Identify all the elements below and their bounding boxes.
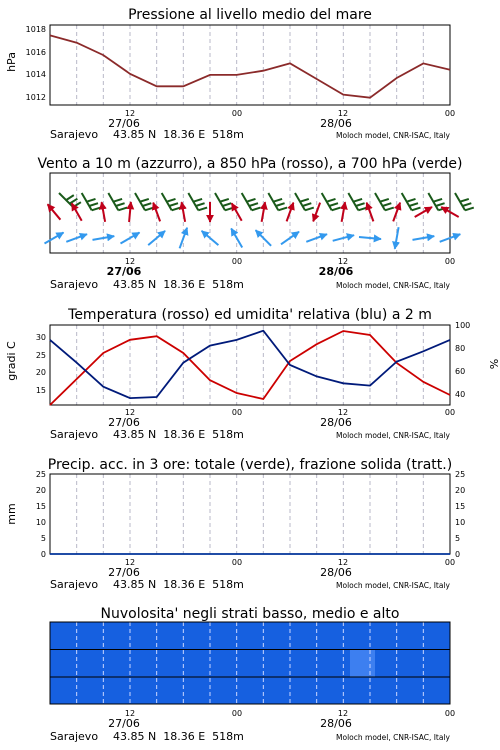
wind-arrow bbox=[121, 233, 140, 244]
station-name: Sarajevo bbox=[50, 578, 99, 591]
wind-arrow bbox=[281, 232, 299, 245]
y-tick-label: 30 bbox=[35, 333, 46, 342]
y-tick-label: 15 bbox=[35, 502, 46, 511]
wind-barb bbox=[242, 193, 261, 210]
y-ticks bbox=[36, 470, 46, 559]
wind-arrow bbox=[66, 234, 87, 242]
x-tick-label: 12 bbox=[337, 709, 349, 718]
x-tick-label: 00 bbox=[231, 408, 243, 417]
station-coords: 43.85 N 18.36 E 518m bbox=[113, 278, 244, 291]
cloud-cell bbox=[275, 677, 301, 705]
cloud-cell bbox=[350, 622, 376, 650]
x-tick-label: 12 bbox=[124, 109, 136, 118]
cloud-cell bbox=[200, 622, 226, 650]
x-ticks bbox=[125, 109, 455, 118]
cloud-cell bbox=[175, 649, 201, 677]
model-credit: Moloch model, CNR-ISAC, Italy bbox=[336, 281, 450, 290]
cloud-cell bbox=[300, 622, 326, 650]
y-tick-label-right: 60 bbox=[455, 367, 466, 376]
station-name: Sarajevo bbox=[50, 128, 99, 141]
y-tick-label-right: 100 bbox=[455, 321, 471, 330]
x-tick-label: 12 bbox=[124, 558, 136, 567]
y-tick-label-right: 20 bbox=[455, 486, 466, 495]
wind-barb bbox=[268, 193, 287, 210]
cloud-cell bbox=[75, 677, 101, 705]
model-credit: Moloch model, CNR-ISAC, Italy bbox=[336, 733, 450, 742]
wind-barb bbox=[375, 193, 394, 210]
x-tick-label: 00 bbox=[444, 558, 456, 567]
x-tick-label: 12 bbox=[124, 408, 136, 417]
model-credit: Moloch model, CNR-ISAC, Italy bbox=[336, 431, 450, 440]
y-ticks bbox=[26, 25, 46, 102]
wind-arrow bbox=[359, 237, 381, 239]
y-axis-label-right: % bbox=[487, 358, 500, 370]
cloud-cell bbox=[50, 677, 76, 705]
wind-barb bbox=[348, 193, 367, 210]
station-name: Sarajevo bbox=[50, 278, 99, 291]
y-tick-label: 20 bbox=[35, 368, 46, 377]
cloud-cell bbox=[275, 622, 301, 650]
x-tick-label: 00 bbox=[444, 257, 456, 266]
x-ticks bbox=[125, 257, 455, 266]
station-name: Sarajevo bbox=[50, 428, 99, 441]
y-tick-label: 15 bbox=[35, 386, 46, 395]
x-tick-label: 00 bbox=[444, 109, 456, 118]
station-coords: 43.85 N 18.36 E 518m bbox=[113, 730, 244, 743]
y-axis-label: hPa bbox=[5, 52, 18, 72]
cloud-cell bbox=[250, 677, 276, 705]
chart-title: Nuvolosita' negli strati basso, medio e alto bbox=[100, 606, 400, 622]
cloud-cell bbox=[350, 677, 376, 705]
wind-arrow bbox=[202, 231, 219, 245]
y-tick-label: 0 bbox=[40, 550, 46, 559]
grid bbox=[77, 25, 424, 105]
date-label: 27/06 bbox=[108, 117, 140, 130]
wind-barb bbox=[82, 193, 101, 210]
y-axis-label: gradi C bbox=[5, 341, 18, 381]
cloud-cell bbox=[225, 677, 251, 705]
x-tick-label: 12 bbox=[337, 408, 349, 417]
wind-arrow bbox=[306, 234, 327, 242]
cloud-cell bbox=[200, 677, 226, 705]
y-tick-label-right: 10 bbox=[455, 518, 466, 527]
x-tick-label: 12 bbox=[124, 257, 136, 266]
x-tick-label: 00 bbox=[444, 408, 456, 417]
y-tick-label: 10 bbox=[35, 518, 46, 527]
y-ticks bbox=[36, 333, 46, 395]
cloud-cell bbox=[400, 649, 426, 677]
y-tick-label: 1014 bbox=[25, 70, 46, 79]
cloud-cell bbox=[50, 622, 76, 650]
x-tick-label: 00 bbox=[231, 709, 243, 718]
x-tick-label: 00 bbox=[231, 558, 243, 567]
cloud-cell bbox=[200, 649, 226, 677]
model-credit: Moloch model, CNR-ISAC, Italy bbox=[336, 131, 450, 140]
cloud-cell bbox=[350, 649, 376, 677]
cloud-cell bbox=[250, 649, 276, 677]
station-coords: 43.85 N 18.36 E 518m bbox=[113, 128, 244, 141]
y-tick-label: 25 bbox=[35, 470, 46, 479]
series-line-humidity bbox=[50, 331, 450, 398]
cloud-cell bbox=[225, 622, 251, 650]
cloud-cell bbox=[325, 622, 351, 650]
cloud-cell bbox=[275, 649, 301, 677]
wind-barb bbox=[59, 193, 81, 207]
y-tick-label-right: 40 bbox=[455, 390, 466, 399]
panel-cloud-cover bbox=[50, 606, 455, 743]
y-tick-label-right: 15 bbox=[455, 502, 466, 511]
cloud-cell bbox=[175, 677, 201, 705]
date-label: 28/06 bbox=[320, 416, 352, 429]
wind-barb bbox=[135, 193, 154, 210]
panel-precipitation bbox=[5, 457, 465, 591]
cloud-cell bbox=[425, 649, 451, 677]
date-label: 27/06 bbox=[108, 416, 140, 429]
panel-temperature-humidity bbox=[5, 307, 500, 441]
wind-symbols bbox=[45, 193, 474, 249]
x-tick-label: 12 bbox=[337, 257, 349, 266]
date-label: 28/06 bbox=[320, 117, 352, 130]
cloud-cell bbox=[75, 622, 101, 650]
date-label: 27/06 bbox=[106, 265, 142, 278]
y-tick-label: 20 bbox=[35, 486, 46, 495]
station-name: Sarajevo bbox=[50, 730, 99, 743]
cloud-cell bbox=[150, 622, 176, 650]
cloud-cell bbox=[50, 649, 76, 677]
cloud-cell bbox=[125, 677, 151, 705]
cloud-cell bbox=[325, 649, 351, 677]
cloud-cell bbox=[250, 622, 276, 650]
cloud-cell bbox=[300, 649, 326, 677]
y-tick-label-right: 25 bbox=[455, 470, 466, 479]
plot-frame bbox=[50, 325, 450, 405]
chart-title: Precip. acc. in 3 ore: totale (verde), frazione solida (tratt.) bbox=[47, 457, 453, 473]
y-ticks-right bbox=[455, 470, 465, 559]
series-line-pressure bbox=[50, 35, 450, 97]
x-tick-label: 00 bbox=[231, 109, 243, 118]
plot-frame bbox=[50, 173, 450, 253]
chart-title: Temperatura (rosso) ed umidita' relativa (blu) a 2 m bbox=[68, 307, 432, 323]
series-lines bbox=[50, 331, 450, 405]
panel-wind bbox=[37, 156, 473, 291]
wind-barb bbox=[455, 193, 474, 210]
cloud-cell bbox=[300, 677, 326, 705]
wind-barb bbox=[162, 193, 181, 210]
cloud-cell bbox=[125, 622, 151, 650]
cloud-cell bbox=[175, 622, 201, 650]
station-coords: 43.85 N 18.36 E 518m bbox=[113, 578, 244, 591]
wind-barb bbox=[188, 193, 207, 210]
x-ticks bbox=[125, 709, 455, 718]
cloud-cell bbox=[225, 649, 251, 677]
wind-arrow bbox=[45, 233, 64, 244]
y-tick-label-right: 0 bbox=[455, 550, 461, 559]
cloud-cell bbox=[325, 677, 351, 705]
station-coords: 43.85 N 18.36 E 518m bbox=[113, 428, 244, 441]
wind-barb bbox=[322, 193, 341, 210]
cloud-cell bbox=[75, 649, 101, 677]
cloud-cell bbox=[150, 677, 176, 705]
y-tick-label: 1018 bbox=[25, 25, 46, 34]
panel-pressure bbox=[5, 7, 455, 141]
wind-barb bbox=[215, 193, 234, 210]
x-tick-label: 00 bbox=[444, 709, 456, 718]
cloud-cell bbox=[150, 649, 176, 677]
y-tick-label: 25 bbox=[35, 351, 46, 360]
y-tick-label: 5 bbox=[40, 534, 46, 543]
cloud-cell bbox=[400, 677, 426, 705]
y-ticks-right bbox=[455, 321, 470, 399]
x-tick-label: 12 bbox=[337, 109, 349, 118]
y-tick-label: 1016 bbox=[25, 48, 46, 57]
wind-arrow bbox=[129, 202, 131, 222]
x-tick-label: 00 bbox=[231, 257, 243, 266]
chart-title: Pressione al livello medio del mare bbox=[128, 7, 372, 23]
date-label: 28/06 bbox=[320, 566, 352, 579]
y-tick-label-right: 5 bbox=[455, 534, 461, 543]
x-ticks bbox=[125, 558, 455, 567]
cloud-cell bbox=[400, 622, 426, 650]
date-label: 28/06 bbox=[318, 265, 354, 278]
wind-barb bbox=[108, 193, 127, 210]
x-tick-label: 12 bbox=[337, 558, 349, 567]
cloud-cell bbox=[425, 677, 451, 705]
cloud-cell bbox=[425, 622, 451, 650]
plot-frame bbox=[50, 474, 450, 554]
series-lines bbox=[50, 35, 450, 97]
wind-arrow bbox=[148, 231, 165, 245]
plot-frame bbox=[50, 25, 450, 105]
cloud-cell bbox=[125, 649, 151, 677]
y-tick-label-right: 80 bbox=[455, 344, 466, 353]
wind-barb bbox=[402, 193, 421, 210]
y-axis-label: mm bbox=[5, 503, 18, 525]
cloud-cells bbox=[50, 622, 451, 704]
y-tick-label: 1012 bbox=[25, 93, 46, 102]
x-tick-label: 12 bbox=[124, 709, 136, 718]
date-label: 27/06 bbox=[108, 717, 140, 730]
x-ticks bbox=[125, 408, 455, 417]
date-label: 27/06 bbox=[108, 566, 140, 579]
wind-barb bbox=[295, 193, 314, 210]
chart-title: Vento a 10 m (azzurro), a 850 hPa (rosso), a 700 hPa (verde) bbox=[37, 156, 463, 172]
date-label: 28/06 bbox=[320, 717, 352, 730]
grid bbox=[77, 474, 424, 554]
model-credit: Moloch model, CNR-ISAC, Italy bbox=[336, 581, 450, 590]
